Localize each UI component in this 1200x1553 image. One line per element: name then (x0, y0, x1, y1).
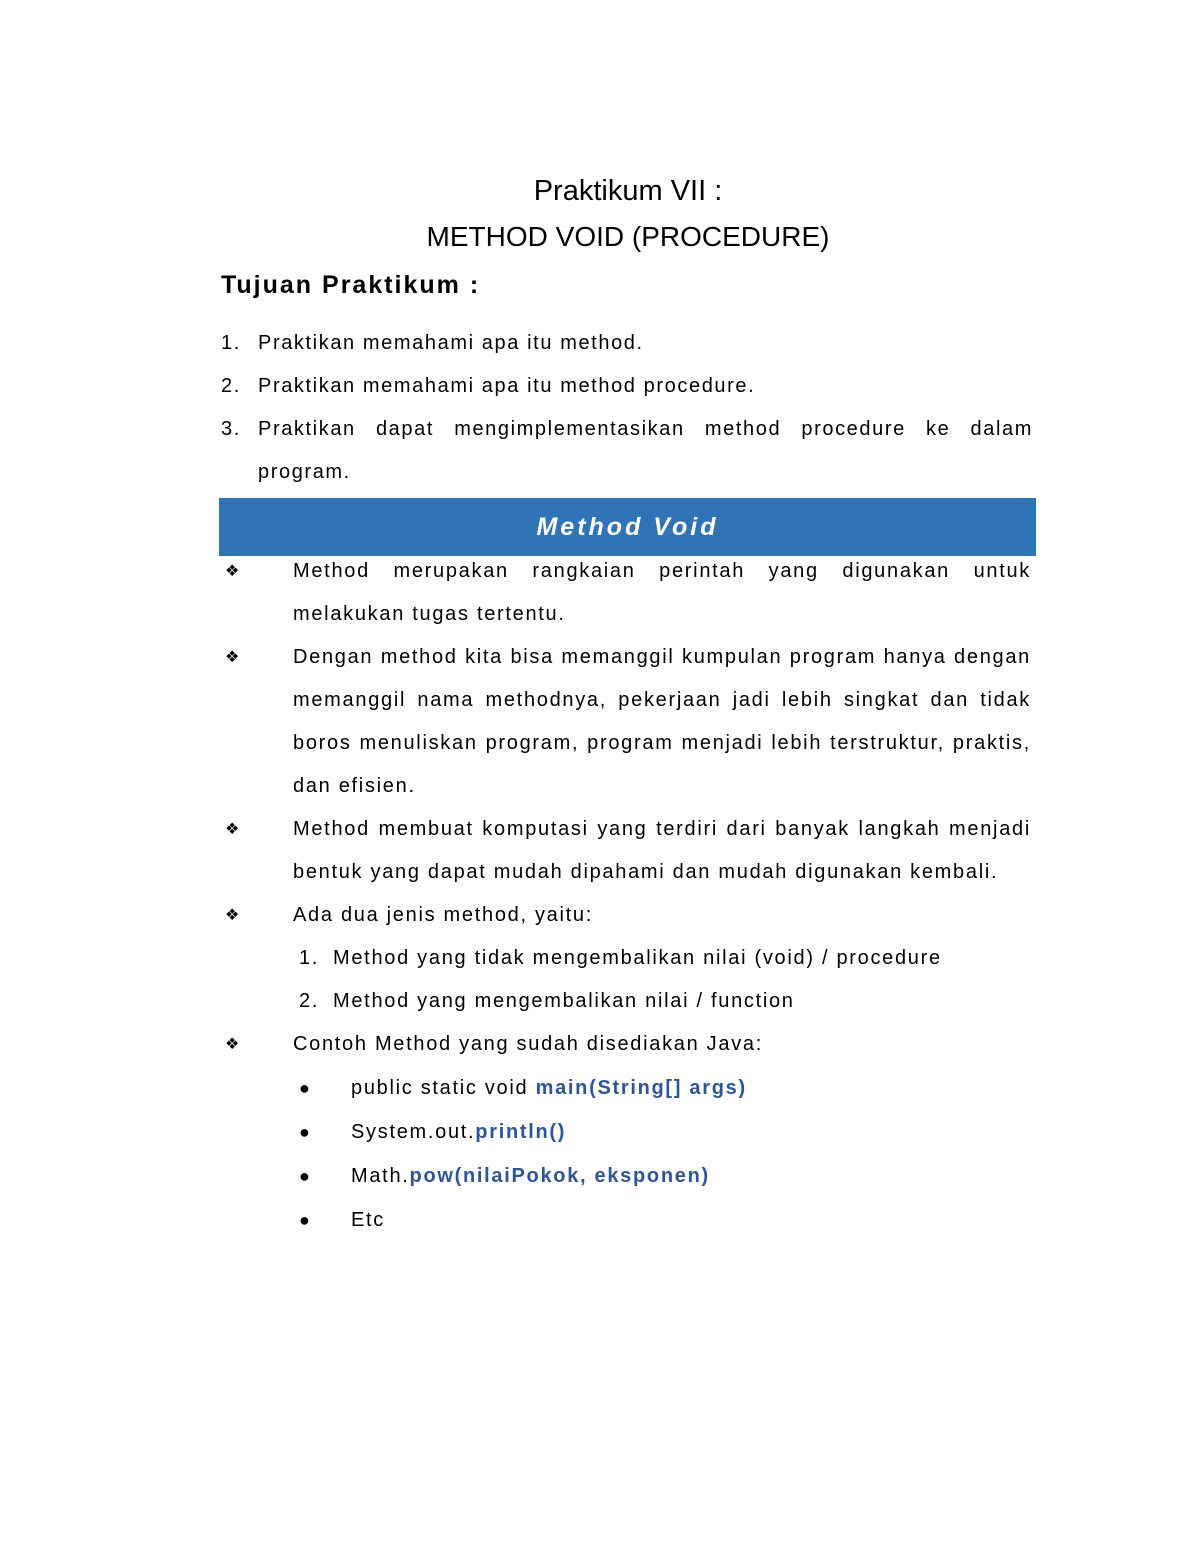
bullet-item (221, 1023, 1031, 1066)
list-number: 2. (221, 375, 241, 397)
list-item (221, 365, 1033, 408)
code-highlight: pow(nilaiPokok, eksponen) (409, 1165, 710, 1187)
bullet-item (221, 636, 1031, 808)
diamond-bullet-icon: ❖ (225, 907, 242, 924)
bullet-text: Contoh Method yang sudah disediakan Java: (293, 1033, 763, 1055)
page-title: Praktikum VII : (533, 175, 723, 207)
page-subtitle: METHOD VOID (PROCEDURE) (426, 221, 830, 252)
list-item (221, 408, 1033, 494)
contoh-method-list (299, 1066, 1031, 1242)
tujuan-list (221, 322, 1033, 494)
list-item (299, 1066, 1031, 1110)
jenis-method-list (299, 937, 1031, 1023)
diamond-bullet-icon: ❖ (225, 563, 242, 580)
list-text: Method yang mengembalikan nilai / function (333, 990, 795, 1012)
tujuan-heading: Tujuan Praktikum : (221, 271, 481, 299)
code-prefix: Math. (351, 1165, 410, 1187)
list-text: Praktikan memahami apa itu method. (258, 332, 644, 354)
code-prefix: Etc (351, 1209, 385, 1231)
dot-bullet-icon: ● (299, 1166, 312, 1186)
bullet-item (221, 550, 1031, 636)
diamond-bullet-icon: ❖ (225, 821, 242, 838)
title-block (0, 168, 1200, 260)
bullet-text: Ada dua jenis method, yaitu: (293, 904, 593, 926)
list-item (299, 937, 1031, 980)
list-number: 1. (221, 332, 241, 354)
code-prefix: System.out. (351, 1121, 476, 1143)
dot-bullet-icon: ● (299, 1210, 312, 1230)
list-text: Method yang tidak mengembalikan nilai (void) / procedure (333, 947, 942, 969)
code-example (351, 1198, 385, 1242)
section-banner (219, 498, 1036, 556)
bullet-list (221, 550, 1031, 1242)
bullet-item (221, 894, 1031, 937)
list-item (299, 1198, 1031, 1242)
list-item (299, 980, 1031, 1023)
diamond-bullet-icon: ❖ (225, 1036, 242, 1053)
code-example (351, 1066, 747, 1110)
code-example (351, 1154, 710, 1198)
list-text: Praktikan memahami apa itu method procedure. (258, 375, 756, 397)
bullet-text: Dengan method kita bisa memanggil kumpulan program hanya dengan memanggil nama methodnya, pekerjaan jadi lebih singkat dan tidak boros menuliskan program, program menjadi lebih terstruktur, praktis, dan efisien. (293, 646, 1031, 797)
diamond-bullet-icon: ❖ (225, 649, 242, 666)
list-item (299, 1154, 1031, 1198)
bullet-text: Method membuat komputasi yang terdiri dari banyak langkah menjadi bentuk yang dapat mudah dipahami dan mudah digunakan kembali. (293, 818, 1031, 883)
bullet-text: Method merupakan rangkaian perintah yang digunakan untuk melakukan tugas tertentu. (293, 560, 1031, 625)
code-example (351, 1110, 566, 1154)
list-item (299, 1110, 1031, 1154)
code-highlight: println() (475, 1121, 567, 1143)
list-number: 1. (299, 947, 320, 969)
dot-bullet-icon: ● (299, 1078, 312, 1098)
code-prefix: public static void (351, 1077, 536, 1099)
list-text: Praktikan dapat mengimplementasikan method procedure ke dalam program. (258, 418, 1033, 483)
list-number: 2. (299, 990, 320, 1012)
bullet-item (221, 808, 1031, 894)
section-banner-title: Method Void (536, 512, 719, 541)
code-highlight: main(String[] args) (535, 1077, 747, 1099)
list-item (221, 322, 1033, 365)
dot-bullet-icon: ● (299, 1122, 312, 1142)
list-number: 3. (221, 418, 241, 440)
